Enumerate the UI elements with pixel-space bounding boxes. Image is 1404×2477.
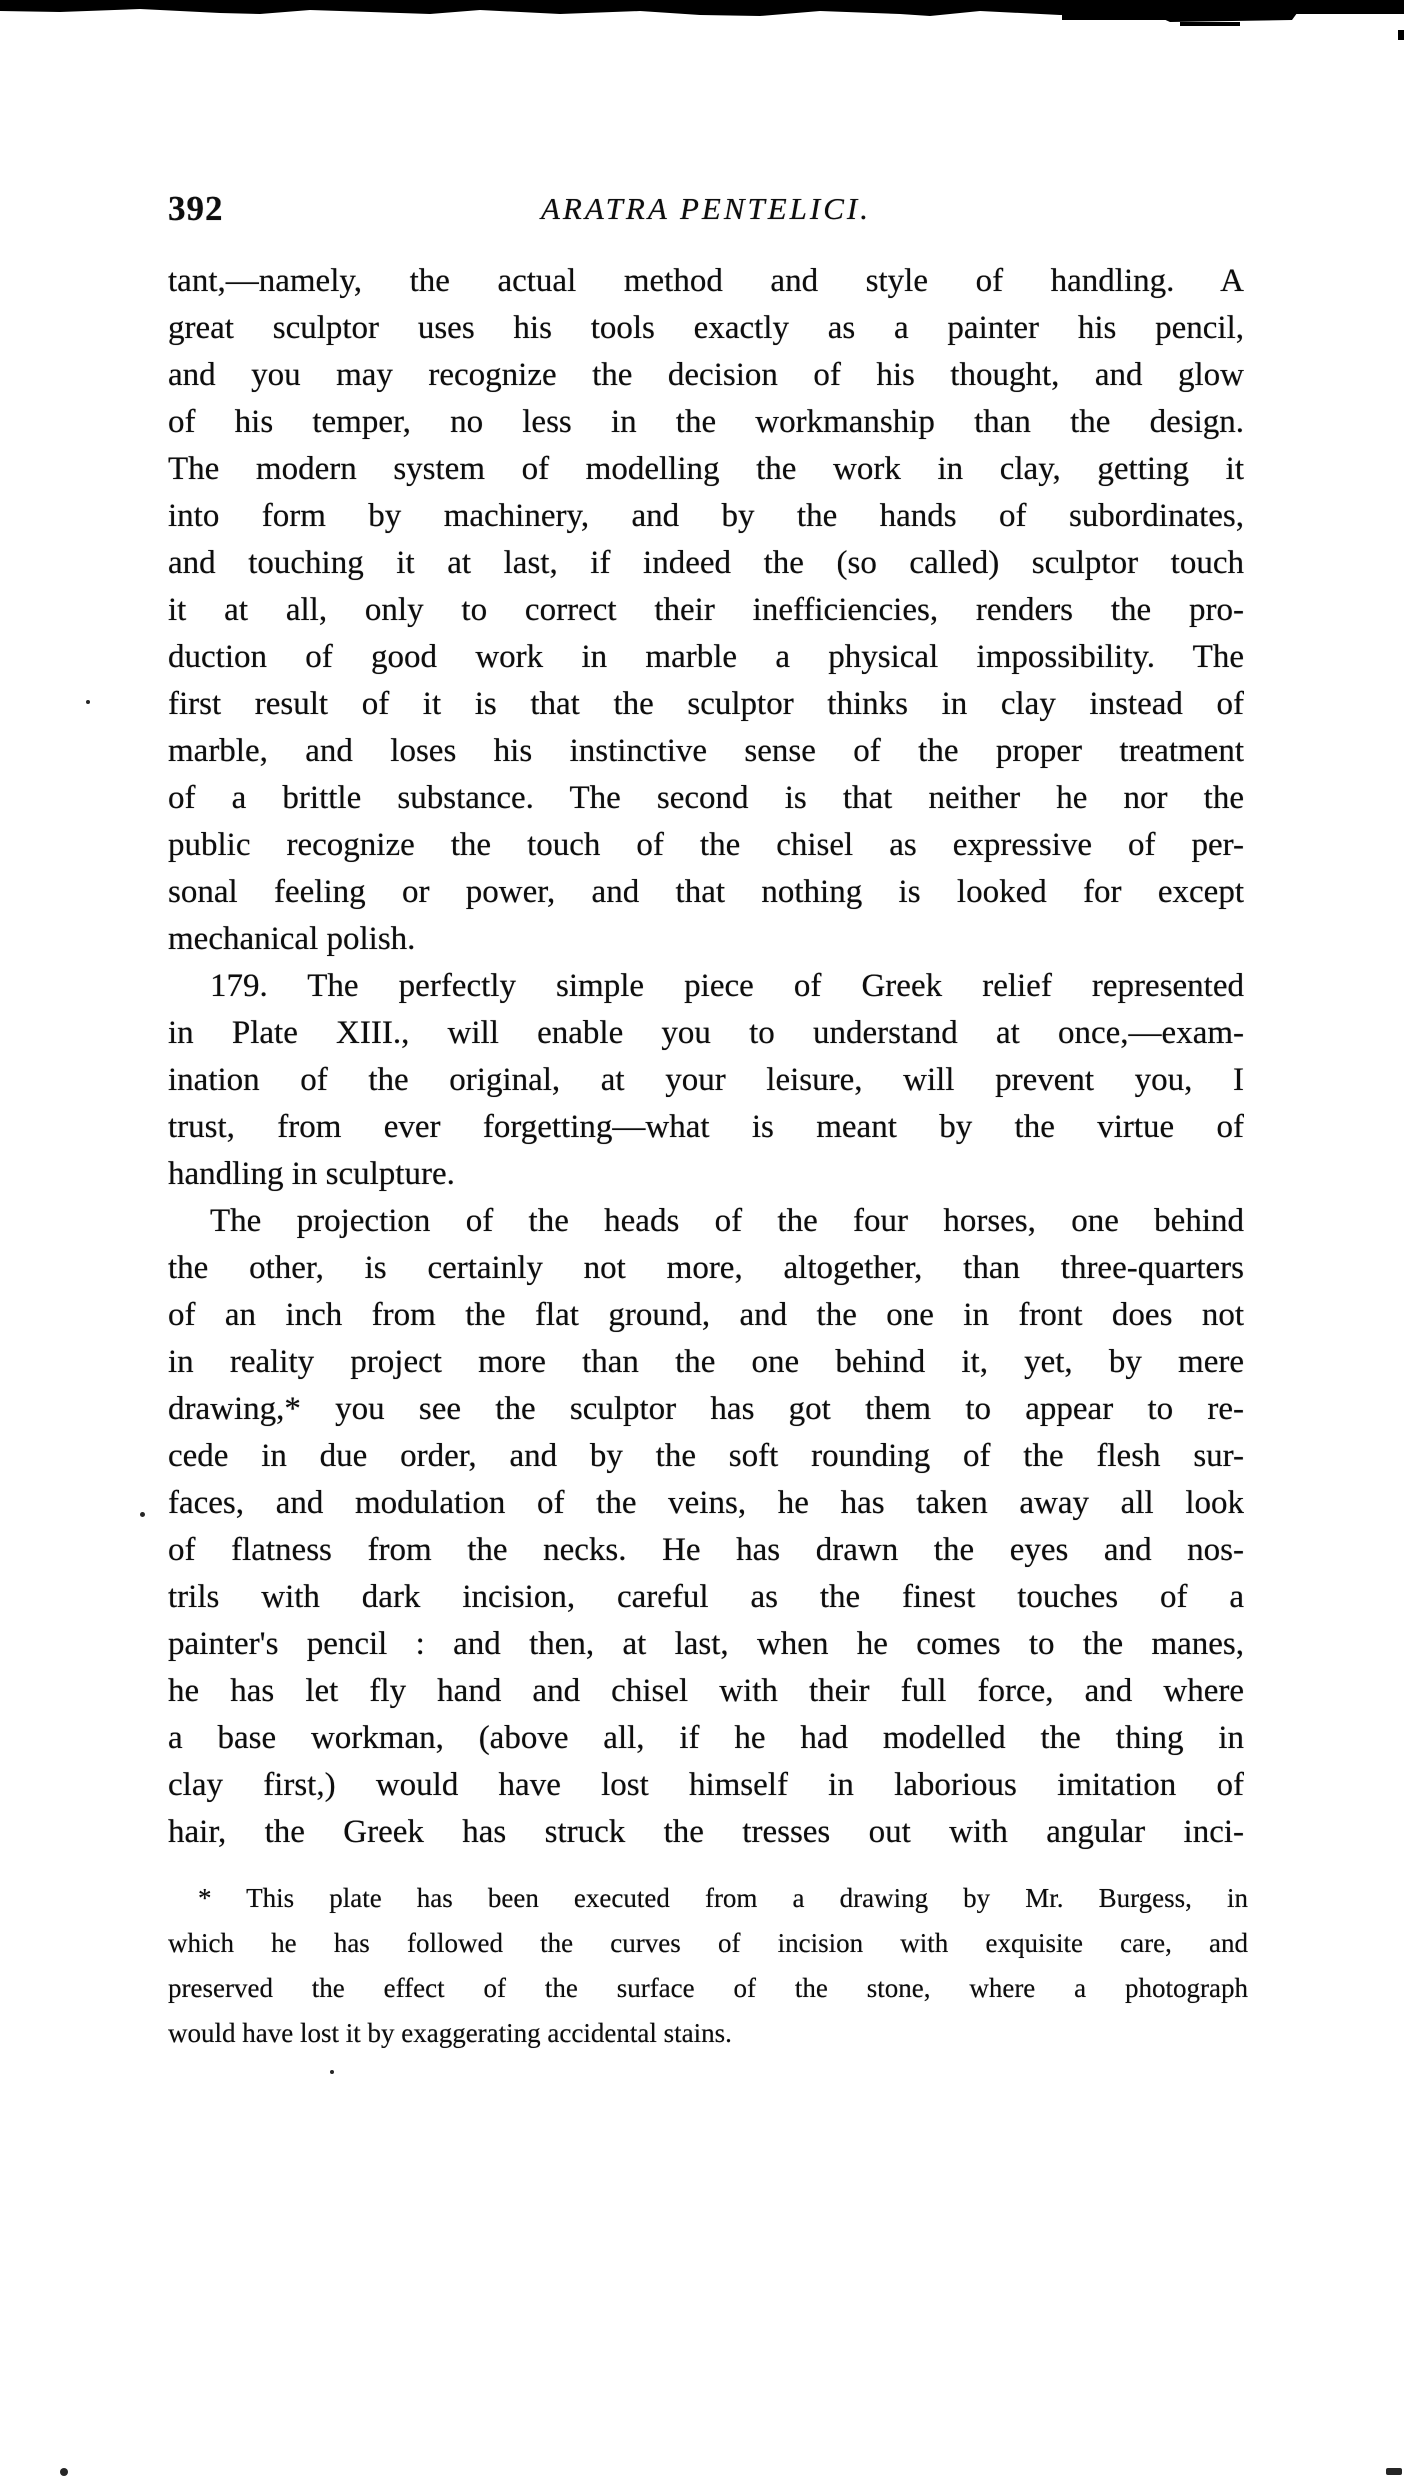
text-line: in Plate XIII., will enable you to understand at once,—exam- xyxy=(168,1015,1244,1051)
text-line: The projection of the heads of the four horses, one behind xyxy=(210,1203,1244,1239)
text-line: of his temper, no less in the workmanship than the design. xyxy=(168,404,1244,440)
scan-artifact-top xyxy=(0,0,1404,46)
text-line: into form by machinery, and by the hands of subordinates, xyxy=(168,498,1244,534)
text-line: great sculptor uses his tools exactly as a painter his pencil, xyxy=(168,310,1244,346)
text-line: mechanical polish. xyxy=(168,921,416,957)
text-line: painter's pencil : and then, at last, when he comes to the manes, xyxy=(168,1626,1244,1662)
text-line: and touching it at last, if indeed the (so called) sculptor touch xyxy=(168,545,1244,581)
text-line: marble, and loses his instinctive sense of the proper treatment xyxy=(168,733,1244,769)
text-line: of a brittle substance. The second is that neither he nor the xyxy=(168,780,1244,816)
scan-speck xyxy=(140,1512,145,1517)
footnote-line: which he has followed the curves of incision with exquisite care, and xyxy=(168,1928,1248,1958)
text-line: drawing,* you see the sculptor has got them to appear to re- xyxy=(168,1391,1244,1427)
page-header xyxy=(168,184,1244,234)
text-line: of flatness from the necks. He has drawn the eyes and nos- xyxy=(168,1532,1244,1568)
text-line: clay first,) would have lost himself in laborious imitation of xyxy=(168,1767,1244,1803)
text-line: of an inch from the flat ground, and the one in front does not xyxy=(168,1297,1244,1333)
scan-speck xyxy=(1386,2468,1402,2475)
page-number: 392 xyxy=(168,189,224,228)
text-line: the other, is certainly not more, altogether, than three-quarters xyxy=(168,1250,1244,1286)
text-line: cede in due order, and by the soft rounding of the flesh sur- xyxy=(168,1438,1244,1474)
text-line: and you may recognize the decision of his thought, and glow xyxy=(168,357,1244,393)
text-line: faces, and modulation of the veins, he has taken away all look xyxy=(168,1485,1244,1521)
text-line: tant,—namely, the actual method and style of handling. A xyxy=(168,263,1244,299)
text-line: trils with dark incision, careful as the finest touches of a xyxy=(168,1579,1244,1615)
footnote xyxy=(168,1876,1248,2056)
footnote-line: * This plate has been executed from a drawing by Mr. Burgess, in xyxy=(198,1883,1248,1913)
text-line: it at all, only to correct their inefficiencies, renders the pro- xyxy=(168,592,1244,628)
footnote-line: would have lost it by exaggerating accidental stains. xyxy=(168,2018,732,2048)
text-line: handling in sculpture. xyxy=(168,1156,455,1192)
scan-speck xyxy=(60,2468,68,2476)
footnote-line: preserved the effect of the surface of the stone, where a photograph xyxy=(168,1973,1248,2003)
text-line: he has let fly hand and chisel with their full force, and where xyxy=(168,1673,1244,1709)
running-title: ARATRA PENTELICI. xyxy=(541,191,871,226)
paragraph xyxy=(168,258,1244,963)
text-line: trust, from ever forgetting—what is meant by the virtue of xyxy=(168,1109,1244,1145)
paragraph xyxy=(168,963,1244,1198)
text-line: hair, the Greek has struck the tresses out with angular inci- xyxy=(168,1814,1244,1850)
body-text xyxy=(168,258,1244,1856)
text-line: 179. The perfectly simple piece of Greek relief represented xyxy=(210,968,1244,1004)
text-line: first result of it is that the sculptor thinks in clay instead of xyxy=(168,686,1244,722)
text-line: The modern system of modelling the work in clay, getting it xyxy=(168,451,1244,487)
text-line: public recognize the touch of the chisel as expressive of per- xyxy=(168,827,1244,863)
text-line: a base workman, (above all, if he had modelled the thing in xyxy=(168,1720,1244,1756)
scan-speck xyxy=(86,700,90,704)
text-line: in reality project more than the one behind it, yet, by mere xyxy=(168,1344,1244,1380)
text-line: sonal feeling or power, and that nothing is looked for except xyxy=(168,874,1244,910)
scan-speck xyxy=(330,2070,334,2074)
paragraph xyxy=(168,1198,1244,1856)
text-line: ination of the original, at your leisure, will prevent you, I xyxy=(168,1062,1244,1098)
text-line: duction of good work in marble a physical impossibility. The xyxy=(168,639,1244,675)
